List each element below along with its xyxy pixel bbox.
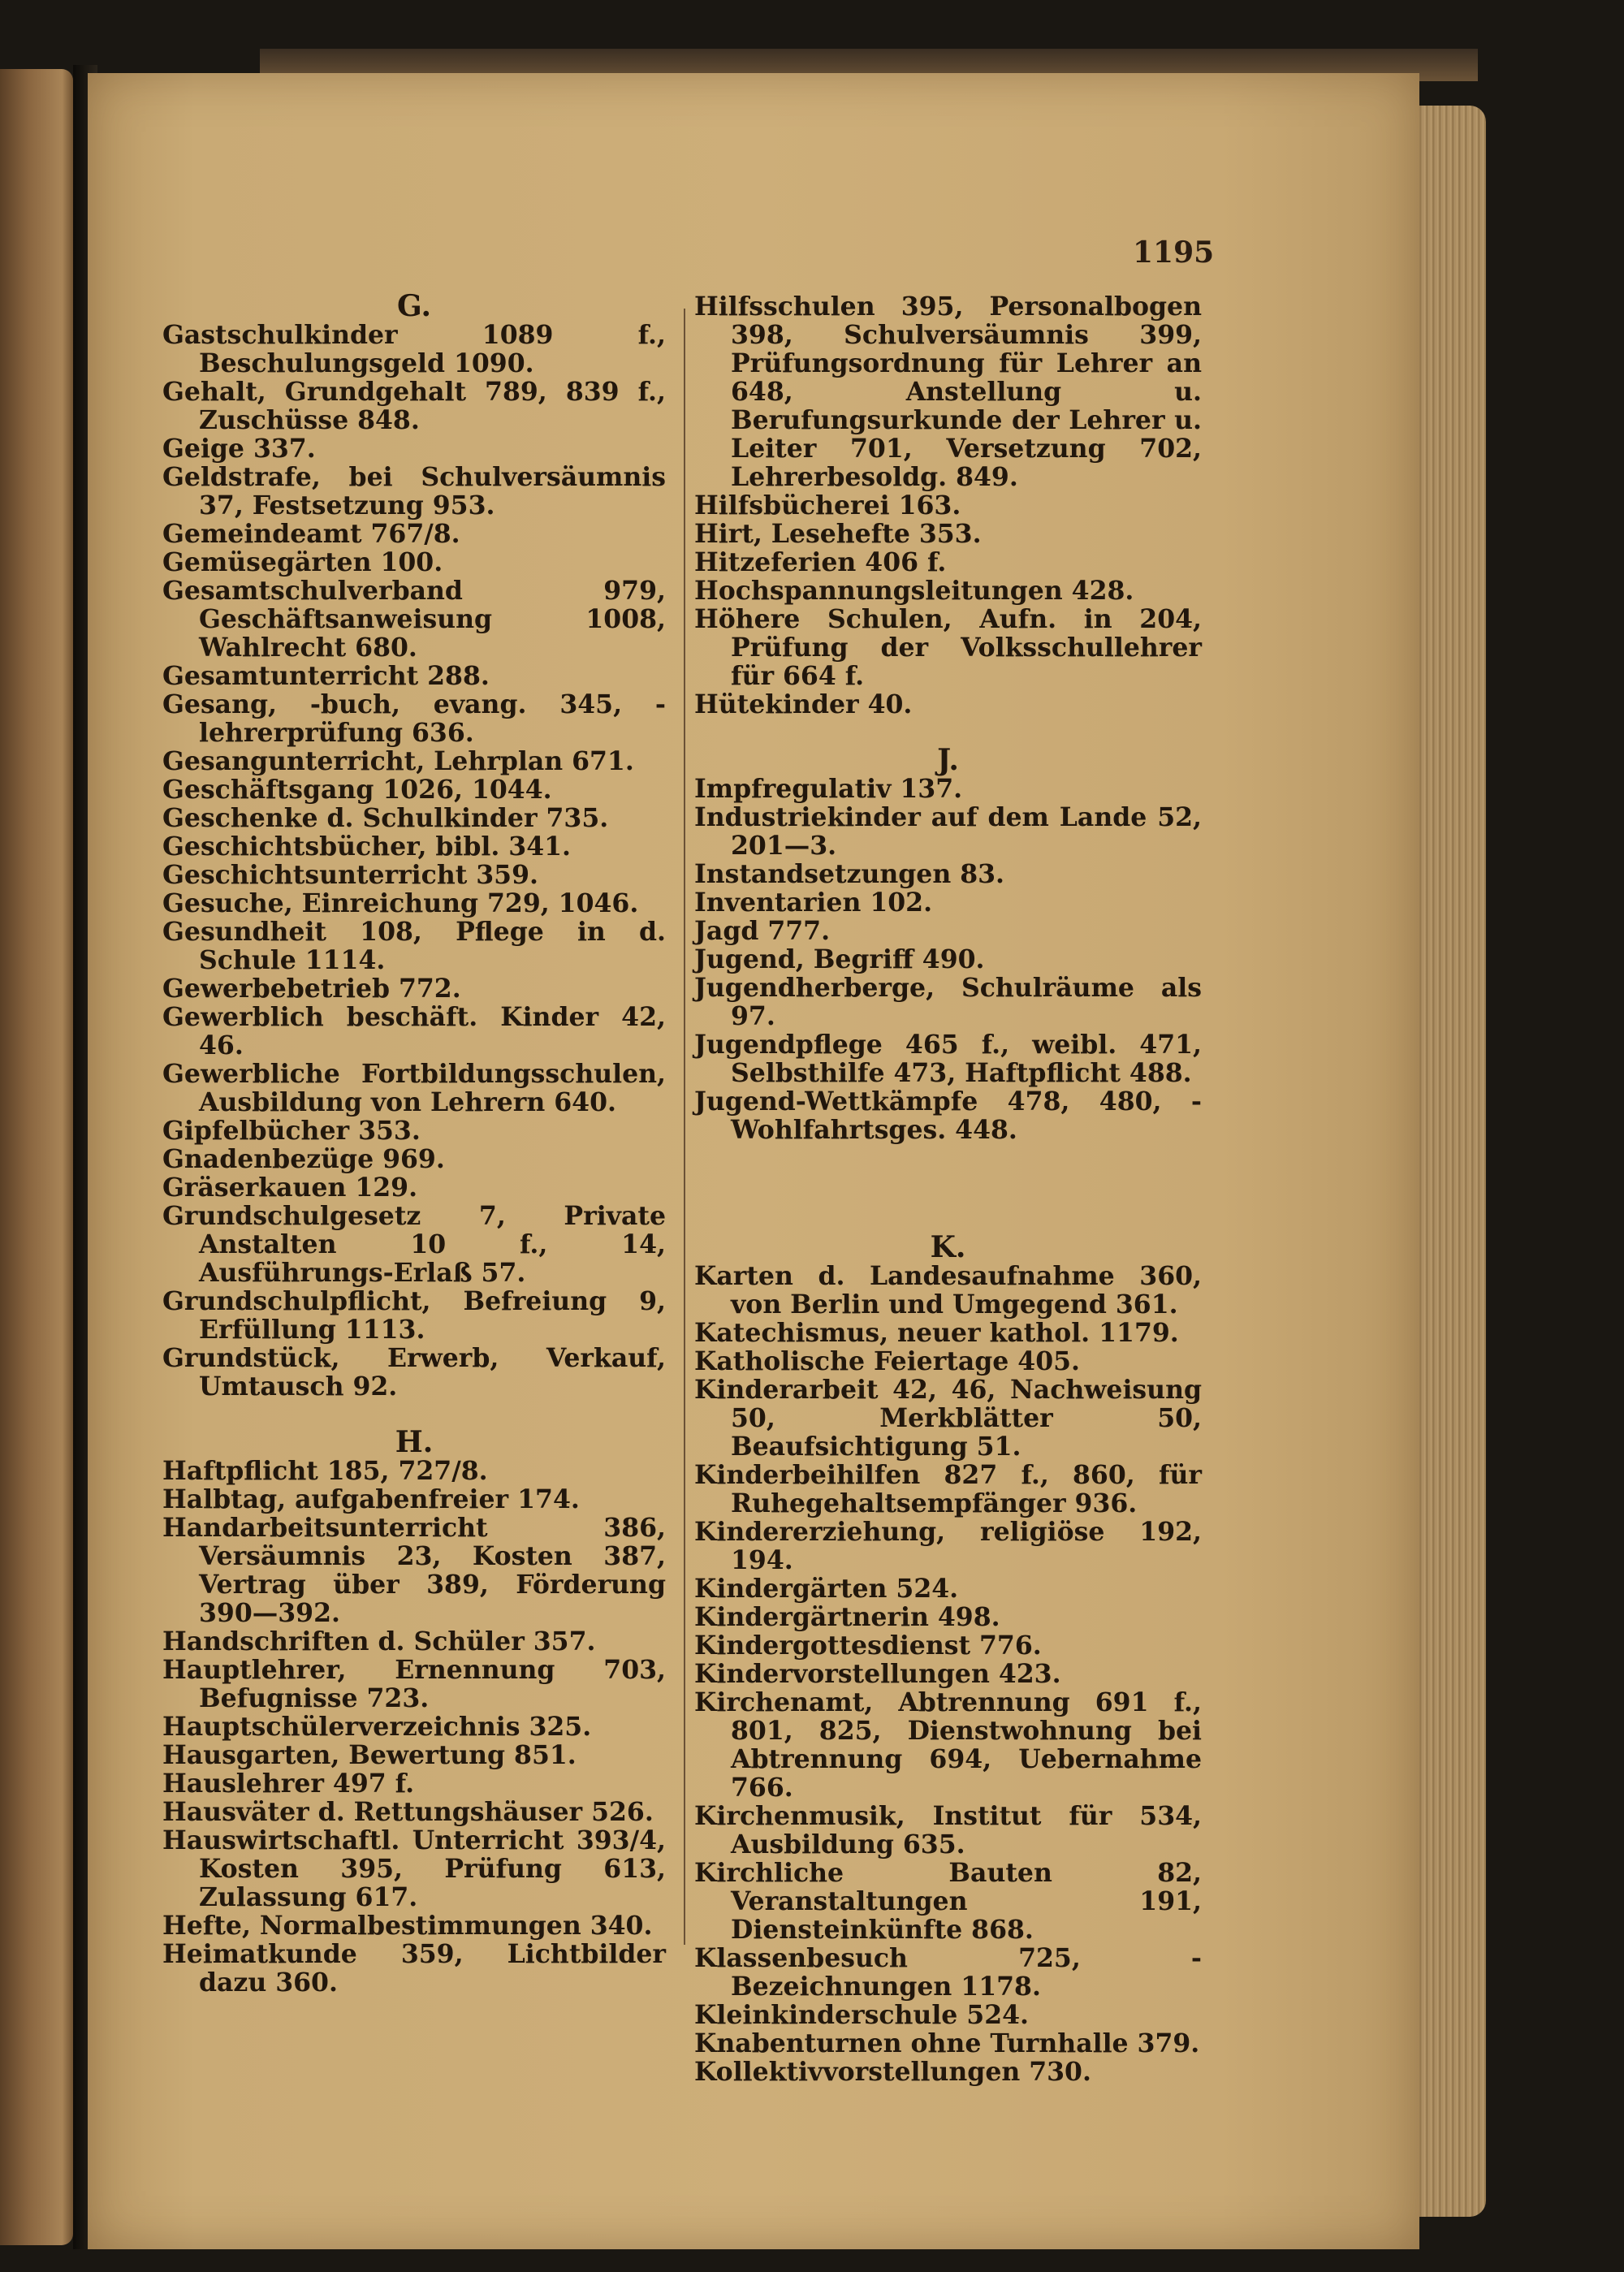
index-entry: Halbtag, aufgabenfreier 174. <box>162 1484 580 1514</box>
index-entry: Kirchliche Bauten 82, Veranstaltungen 191, Diensteinkünfte 868. <box>694 1858 1202 1945</box>
index-entry: Kollektivvorstellungen 730. <box>694 2057 1091 2087</box>
index-entry: Hirt, Lesehefte 353. <box>694 519 982 549</box>
index-entry: Kinderbeihilfen 827 f., 860, für Ruhegehaltsempfänger 936. <box>694 1460 1202 1518</box>
index-entry: Gewerbebetrieb 772. <box>162 974 461 1004</box>
index-entry: Kirchenamt, Abtrennung 691 f., 801, 825, Dienstwohnung bei Abtrennung 694, Uebernahme 766. <box>694 1687 1202 1803</box>
index-entry: Inventarien 102. <box>694 888 933 918</box>
section-letter: G. <box>397 289 431 323</box>
section-letter: J. <box>937 743 959 777</box>
index-entry: Grundschulgesetz 7, Private Anstalten 10 f., 14, Ausführungs-Erlaß 57. <box>162 1201 666 1288</box>
index-entry: Gesangunterricht, Lehrplan 671. <box>162 746 634 776</box>
index-entry: Kindergärten 524. <box>694 1574 959 1604</box>
index-entry: Geige 337. <box>162 434 316 464</box>
facing-page-edge <box>0 69 73 2245</box>
index-entry: Gewerblich beschäft. Kinder 42, 46. <box>162 1002 666 1060</box>
index-entry: Gehalt, Grundgehalt 789, 839 f., Zuschüsse 848. <box>162 377 666 435</box>
index-entry: Gnadenbezüge 969. <box>162 1144 445 1174</box>
index-entry: Jugendpflege 465 f., weibl. 471, Selbsthilfe 473, Haftpflicht 488. <box>694 1030 1202 1088</box>
index-entry: Kindervorstellungen 423. <box>694 1659 1061 1689</box>
index-entry: Gesang, -buch, evang. 345, -lehrerprüfung 636. <box>162 689 666 748</box>
index-entry: Gesundheit 108, Pflege in d. Schule 1114. <box>162 917 666 975</box>
index-column-right <box>694 292 1202 2086</box>
index-entry: Handschriften d. Schüler 357. <box>162 1626 596 1656</box>
index-entry: Instandsetzungen 83. <box>694 859 1005 889</box>
index-entry: Katechismus, neuer kathol. 1179. <box>694 1318 1179 1348</box>
index-entry: Klassenbesuch 725, -Bezeichnungen 1178. <box>694 1943 1202 2002</box>
index-entry: Gastschulkinder 1089 f., Beschulungsgeld 1090. <box>162 320 666 378</box>
section-letter: K. <box>930 1230 966 1264</box>
index-entry: Knabenturnen ohne Turnhalle 379. <box>694 2028 1200 2058</box>
index-entry: Grundstück, Erwerb, Verkauf, Umtausch 92. <box>162 1343 666 1402</box>
index-entry: Hausgarten, Bewertung 851. <box>162 1740 577 1770</box>
index-entry: Hauswirtschaftl. Unterricht 393/4, Kosten 395, Prüfung 613, Zulassung 617. <box>162 1825 666 1912</box>
index-entry: Geschenke d. Schulkinder 735. <box>162 803 609 833</box>
index-entry: Jugendherberge, Schulräume als 97. <box>694 973 1202 1031</box>
page-number: 1195 <box>1133 235 1215 270</box>
index-entry: Handarbeitsunterricht 386, Versäumnis 23, Kosten 387, Vertrag über 389, Förderung 390—392. <box>162 1513 666 1628</box>
index-entry: Hauslehrer 497 f. <box>162 1769 415 1799</box>
index-entry: Hitzeferien 406 f. <box>694 547 947 577</box>
index-entry: Geschichtsbücher, bibl. 341. <box>162 831 572 862</box>
index-entry: Impfregulativ 137. <box>694 774 963 804</box>
index-column-left <box>162 289 666 1998</box>
index-entry: Gemeindeamt 767/8. <box>162 519 460 549</box>
index-entry: Hilfsschulen 395, Personalbogen 398, Schulversäumnis 399, Prüfungsordnung für Lehrer an 648, Anstellung u. Berufungsurkunde der Lehrer u. Leiter 701, Versetzung 702, Lehrerbesoldg. 849. <box>694 292 1202 492</box>
index-entry: Haftpflicht 185, 727/8. <box>162 1456 488 1486</box>
index-entry: Kindergottesdienst 776. <box>694 1631 1042 1661</box>
index-entry: Kirchenmusik, Institut für 534, Ausbildung 635. <box>694 1801 1202 1859</box>
index-entry: Gräserkauen 129. <box>162 1173 418 1203</box>
index-entry: Gesamtunterricht 288. <box>162 661 490 691</box>
index-entry: Hilfsbücherei 163. <box>694 490 961 520</box>
index-entry: Katholische Feiertage 405. <box>694 1346 1081 1376</box>
index-entry: Grundschulpflicht, Befreiung 9, Erfüllung 1113. <box>162 1286 666 1345</box>
index-entry: Karten d. Landesaufnahme 360, von Berlin und Umgegend 361. <box>694 1261 1202 1320</box>
index-entry: Gipfelbücher 353. <box>162 1116 421 1146</box>
index-entry: Gesuche, Einreichung 729, 1046. <box>162 888 639 918</box>
column-divider <box>684 309 685 1945</box>
index-entry: Hauptlehrer, Ernennung 703, Befugnisse 723. <box>162 1655 666 1713</box>
index-entry: Heimatkunde 359, Lichtbilder dazu 360. <box>162 1939 666 1998</box>
index-entry: Geschäftsgang 1026, 1044. <box>162 775 552 805</box>
index-entry: Hausväter d. Rettungshäuser 526. <box>162 1797 654 1827</box>
index-entry: Geschichtsunterricht 359. <box>162 860 538 890</box>
index-entry: Kindergärtnerin 498. <box>694 1602 1000 1632</box>
index-entry: Jugend, Begriff 490. <box>694 944 985 974</box>
index-entry: Kindererziehung, religiöse 192, 194. <box>694 1517 1202 1575</box>
index-entry: Geldstrafe, bei Schulversäumnis 37, Festsetzung 953. <box>162 462 666 520</box>
index-entry: Kleinkinderschule 524. <box>694 2000 1030 2030</box>
index-entry: Hütekinder 40. <box>694 689 913 719</box>
index-entry: Kinderarbeit 42, 46, Nachweisung 50, Merkblätter 50, Beaufsichtigung 51. <box>694 1375 1202 1462</box>
index-entry: Hochspannungsleitungen 428. <box>694 576 1134 606</box>
index-entry: Gewerbliche Fortbildungsschulen, Ausbildung von Lehrern 640. <box>162 1059 666 1117</box>
index-entry: Höhere Schulen, Aufn. in 204, Prüfung der Volksschullehrer für 664 f. <box>694 604 1202 691</box>
index-entry: Hefte, Normalbestimmungen 340. <box>162 1911 653 1941</box>
section-letter: H. <box>395 1425 434 1459</box>
index-entry: Industriekinder auf dem Lande 52, 201—3. <box>694 802 1202 861</box>
index-entry: Gemüsegärten 100. <box>162 547 443 577</box>
index-entry: Hauptschülerverzeichnis 325. <box>162 1712 592 1742</box>
index-entry: Jugend-Wettkämpfe 478, 480, -Wohlfahrtsges. 448. <box>694 1086 1202 1145</box>
index-entry: Gesamtschulverband 979, Geschäftsanweisung 1008, Wahlrecht 680. <box>162 576 666 663</box>
index-entry: Jagd 777. <box>694 916 831 946</box>
